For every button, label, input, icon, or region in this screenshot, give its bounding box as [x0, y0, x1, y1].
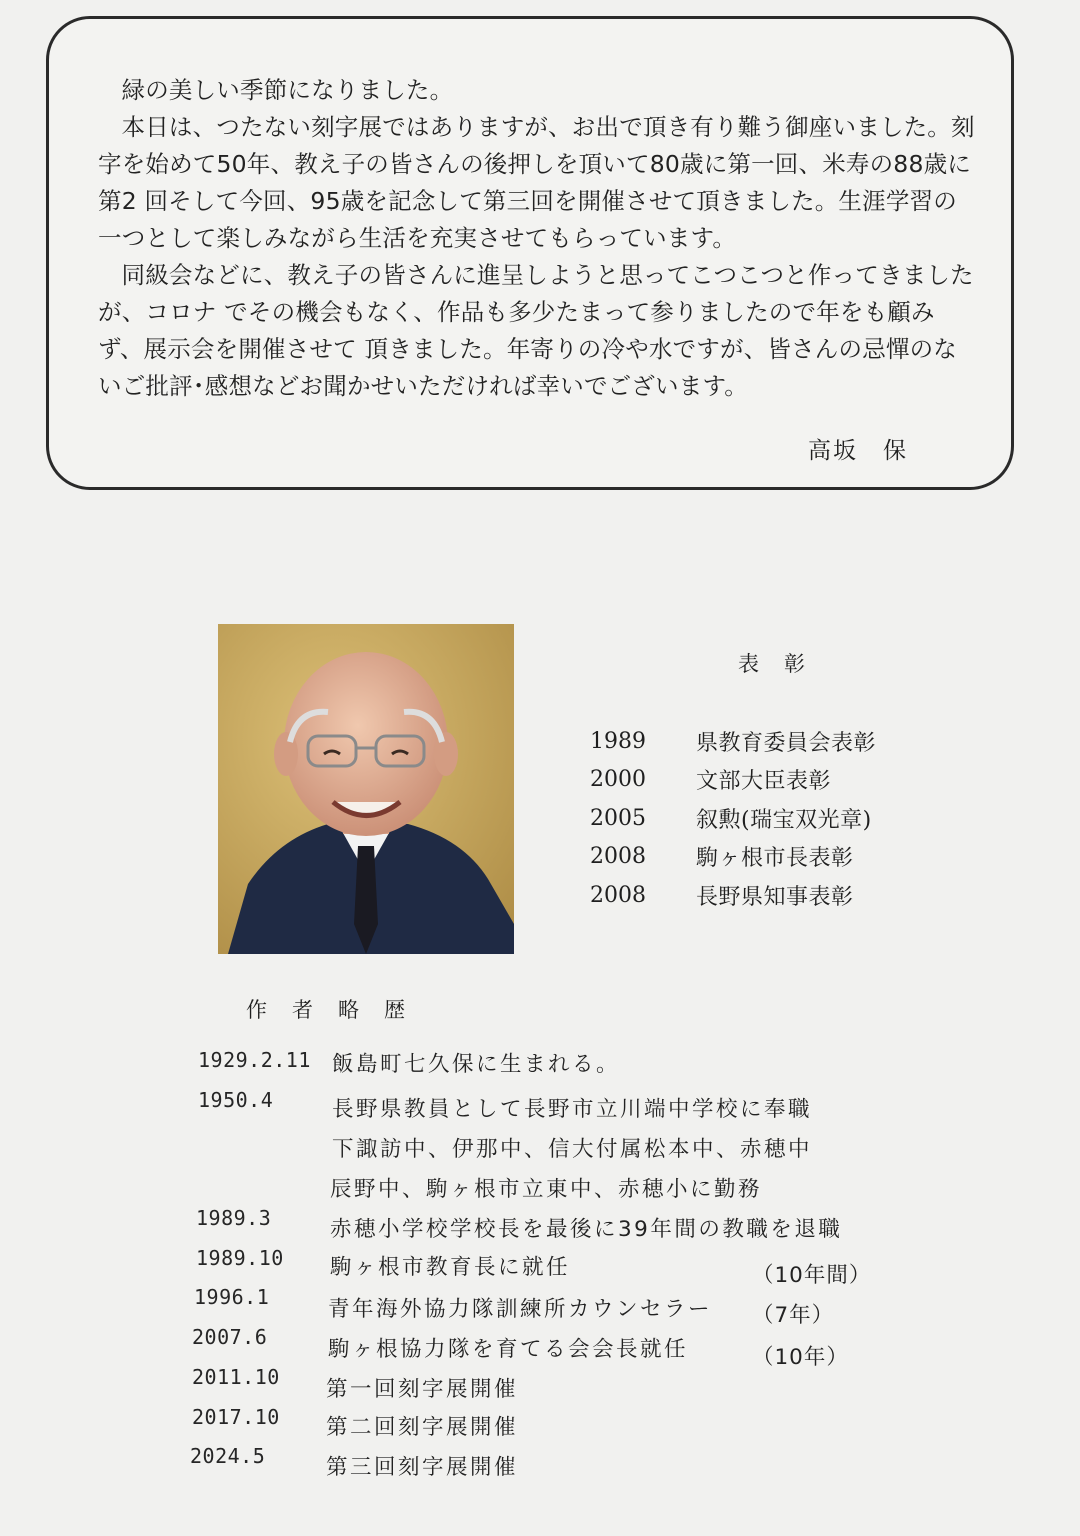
bio-date: 1950.4	[198, 1088, 274, 1112]
awards-title: 表 彰	[738, 652, 807, 676]
award-row	[590, 722, 1010, 761]
award-name: 文部大臣表彰	[696, 769, 832, 795]
bio-text: 青年海外協力隊訓練所カウンセラー	[328, 1297, 713, 1322]
award-row	[590, 876, 1010, 915]
award-row	[590, 761, 1010, 800]
bio-note: （10年）	[752, 1345, 849, 1370]
award-year: 1989	[590, 728, 646, 754]
award-row	[590, 838, 1010, 877]
signature: 高坂 保	[808, 438, 908, 464]
bio-note: （7年）	[752, 1303, 835, 1328]
bio-date: 1989.10	[196, 1246, 284, 1270]
bio-date: 2024.5	[190, 1444, 266, 1468]
greeting-paragraph: 本日は、つたない刻字展ではありますが、お出で頂き有り難う御座いました。刻字を始めて50年、教え子の皆さんの後押しを頂いて80歳に第一回、米寿の88歳に第2 回そして今回、95歳を記念して第三回を開催させて頂きました。生涯学習の一つとして楽しみながら生活を充実させてもらっています。	[98, 113, 975, 252]
bio-text: 第三回刻字展開催	[326, 1455, 519, 1480]
award-year: 2000	[590, 767, 646, 793]
bio-date: 2017.10	[192, 1405, 280, 1429]
award-name: 長野県知事表彰	[696, 884, 854, 910]
greeting-paragraph: 緑の美しい季節になりました。	[121, 76, 454, 104]
bio-text: 飯島町七久保に生まれる。	[332, 1052, 621, 1077]
biography-list	[0, 1040, 1080, 1520]
biography-title: 作 者 略 歴	[246, 998, 407, 1022]
bio-text: 第二回刻字展開催	[326, 1415, 519, 1440]
bio-note: （10年間）	[752, 1263, 872, 1288]
awards-list	[590, 722, 1010, 915]
portrait-photo-icon	[218, 624, 514, 954]
award-year: 2008	[590, 844, 646, 870]
bio-text: 駒ヶ根協力隊を育てる会会長就任	[328, 1337, 689, 1362]
greeting-paragraph: 同級会などに、教え子の皆さんに進呈しようと思ってこつこつと作ってきましたが、コロナ でその機会もなく、作品も多少たまって参りましたので年をも顧みず、展示会を開催させて 頂きました。年寄りの冷や水ですが、皆さんの忌憚のないご批評･感想などお聞かせいただければ幸いでございます。	[98, 261, 974, 400]
award-name: 県教育委員会表彰	[696, 730, 877, 756]
award-row	[590, 799, 1010, 838]
bio-date: 1996.1	[194, 1285, 270, 1309]
bio-text: 赤穂小学校学校長を最後に39年間の教職を退職	[330, 1217, 843, 1242]
bio-date: 1989.3	[196, 1206, 272, 1230]
bio-date: 1929.2.11	[198, 1048, 311, 1072]
portrait-photo	[218, 624, 514, 954]
bio-text: 第一回刻字展開催	[326, 1377, 519, 1402]
bio-date: 2007.6	[192, 1325, 268, 1349]
bio-text: 駒ヶ根市教育長に就任	[330, 1255, 571, 1280]
award-year: 2005	[590, 805, 646, 831]
bio-text: 下諏訪中、伊那中、信大付属松本中、赤穂中	[332, 1137, 813, 1162]
award-name: 叙勲(瑞宝双光章)	[696, 807, 872, 833]
award-year: 2008	[590, 882, 646, 908]
award-name: 駒ヶ根市長表彰	[696, 846, 854, 872]
bio-text: 長野県教員として長野市立川端中学校に奉職	[332, 1097, 813, 1122]
greeting-message	[98, 72, 978, 405]
bio-date: 2011.10	[192, 1365, 280, 1389]
bio-text: 辰野中、駒ヶ根市立東中、赤穂小に勤務	[330, 1177, 763, 1202]
